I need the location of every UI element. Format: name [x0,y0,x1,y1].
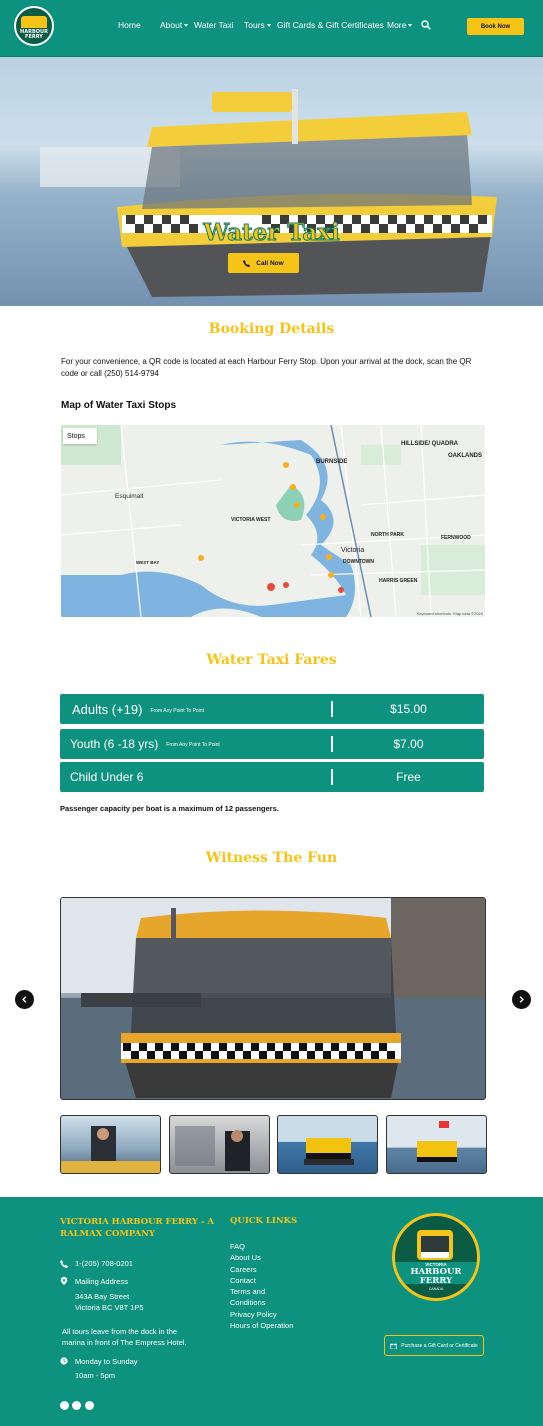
map-label: DOWNTOWN [343,559,375,565]
footer-link-hours[interactable]: Hours of Operation [230,1321,294,1331]
booking-text: For your convenience, a QR code is located at each Harbour Ferry Stop. Upon your arrival at the dock, scan the QR code or call (250) 514-9794 [61,357,472,378]
location-pin-icon [60,1277,68,1285]
fare-note: From Any Point To Point [166,741,220,748]
chevron-down-icon [408,24,412,27]
footer-link-terms[interactable]: Terms and [230,1287,266,1297]
footer-hours: 10am - 5pm [75,1371,116,1380]
chevron-right-icon [518,996,525,1003]
map-label: NORTH PARK [371,532,404,538]
map-stops-toggle[interactable]: Stops [63,428,97,444]
map-label: HILLSIDE/ QUADRA [401,441,458,447]
footer-link-contact[interactable]: Contact [230,1275,256,1285]
clock-icon [60,1357,68,1365]
gallery-thumbnail[interactable] [169,1115,270,1174]
capacity-note: Passenger capacity per boat is a maximum of 12 passengers. [60,804,279,813]
stops-map[interactable] [61,425,485,617]
instagram-icon[interactable] [72,1401,81,1410]
map-label: VICTORIA WEST [231,517,271,523]
footer-link-about[interactable]: About Us [230,1253,261,1263]
thumb-image [61,1116,161,1174]
fare-row-youth [60,729,484,759]
map-attribution [417,611,483,616]
footer-logo-text: CANADA [428,1287,444,1291]
footer-logo-text: VICTORIA [425,1262,447,1267]
footer-phone[interactable]: 1-(205) 708-0201 [75,1259,133,1268]
site-header [0,0,543,57]
thumb-image [170,1116,270,1174]
gallery-thumbnail[interactable] [60,1115,161,1174]
fare-row-adults [60,694,484,724]
site-footer [0,1197,543,1426]
map-label: Victoria [341,547,365,554]
search-icon[interactable] [421,20,431,30]
footer-tours-note: All tours leave from the dock in the [62,1327,178,1336]
chevron-down-icon [267,24,271,27]
map-title: Map of Water Taxi Stops [61,400,177,411]
gallery-prev-button[interactable] [15,990,34,1009]
nav-tours[interactable]: Tours [244,20,271,30]
gift-icon [390,1342,397,1349]
tripadvisor-icon[interactable] [85,1401,94,1410]
gallery-thumbnail[interactable] [277,1115,378,1174]
footer-link-terms[interactable]: Conditions [230,1298,266,1308]
footer-link-privacy[interactable]: Privacy Policy [230,1309,277,1319]
map-canvas [61,425,485,617]
thumb-image [387,1116,487,1174]
fare-name: Adults (+19) [72,702,143,717]
nav-water-taxi[interactable]: Water Taxi [194,20,234,30]
logo-boat-graphic [21,16,47,28]
footer-address-line: 343A Bay Street [75,1292,130,1301]
footer-tours-note: marina in front of The Empress Hotel. [62,1338,187,1347]
footer-logo-text: FERRY [419,1276,453,1286]
call-now-label: Call Now [256,259,284,267]
fare-note: From Any Point To Point [150,707,204,714]
gallery-title: Witness The Fun [205,850,338,866]
purchase-gift-card-button[interactable] [384,1335,484,1356]
gallery-thumbnail[interactable] [386,1115,487,1174]
gift-label: Purchase a Gift Card or Certificate [401,1342,478,1349]
fare-price: $15.00 [390,702,427,716]
fare-price: Free [396,770,421,784]
footer-logo[interactable] [392,1213,480,1301]
nav-gift-cards[interactable]: Gift Cards & Gift Certificates [277,20,384,30]
chevron-down-icon [184,24,188,27]
footer-company-name: VICTORIA HARBOUR FERRY - A RALMAX COMPANY [60,1217,215,1239]
footer-link-faq[interactable]: FAQ [230,1242,246,1251]
map-label: WEST BAY [136,560,160,565]
map-label: BURNSIDE [316,459,348,465]
map-label: HARRIS GREEN [379,578,418,584]
gallery-main-image [60,897,486,1100]
fare-name: Youth (6 -18 yrs) [70,737,159,751]
footer-address-line: Victoria BC V8T 1P5 [75,1303,144,1312]
map-label: OAKLANDS [448,453,482,459]
fare-name: Child Under 6 [70,770,144,784]
hero-title: Water Taxi [203,219,340,246]
fares-title: Water Taxi Fares [206,652,337,668]
logo-text: HARBOUR FERRY [20,29,48,40]
map-data-credit: Map data ©2024 [453,611,483,616]
nav-about[interactable]: About [160,20,188,30]
phone-icon [243,260,250,267]
boat-photo [61,898,486,1100]
quick-links-list [230,1241,293,1331]
booking-details-title: Booking Details [208,321,335,337]
thumb-image [278,1116,378,1174]
map-label: Esquimalt [115,493,144,500]
footer-logo-text: HARBOUR [410,1267,462,1277]
gallery-next-button[interactable] [512,990,531,1009]
footer-mailing-label: Mailing Address [75,1277,128,1286]
book-now-button[interactable]: Book Now [467,18,524,35]
nav-home[interactable]: Home [118,20,141,30]
map-label: FERNWOOD [441,535,471,541]
chevron-left-icon [21,996,28,1003]
phone-icon [60,1260,68,1268]
hero-banner [0,57,543,306]
facebook-icon[interactable] [60,1401,69,1410]
footer-hours: Monday to Sunday [75,1357,138,1366]
quick-links-title: QUICK LINKS [230,1216,298,1226]
fare-price: $7.00 [393,737,424,751]
call-now-button[interactable] [228,253,299,273]
site-logo[interactable] [14,6,54,46]
map-keyboard-shortcuts[interactable]: Keyboard shortcuts [416,611,452,616]
nav-more[interactable]: More [387,20,412,30]
footer-link-careers[interactable]: Careers [230,1264,257,1274]
fare-row-child [60,762,484,792]
